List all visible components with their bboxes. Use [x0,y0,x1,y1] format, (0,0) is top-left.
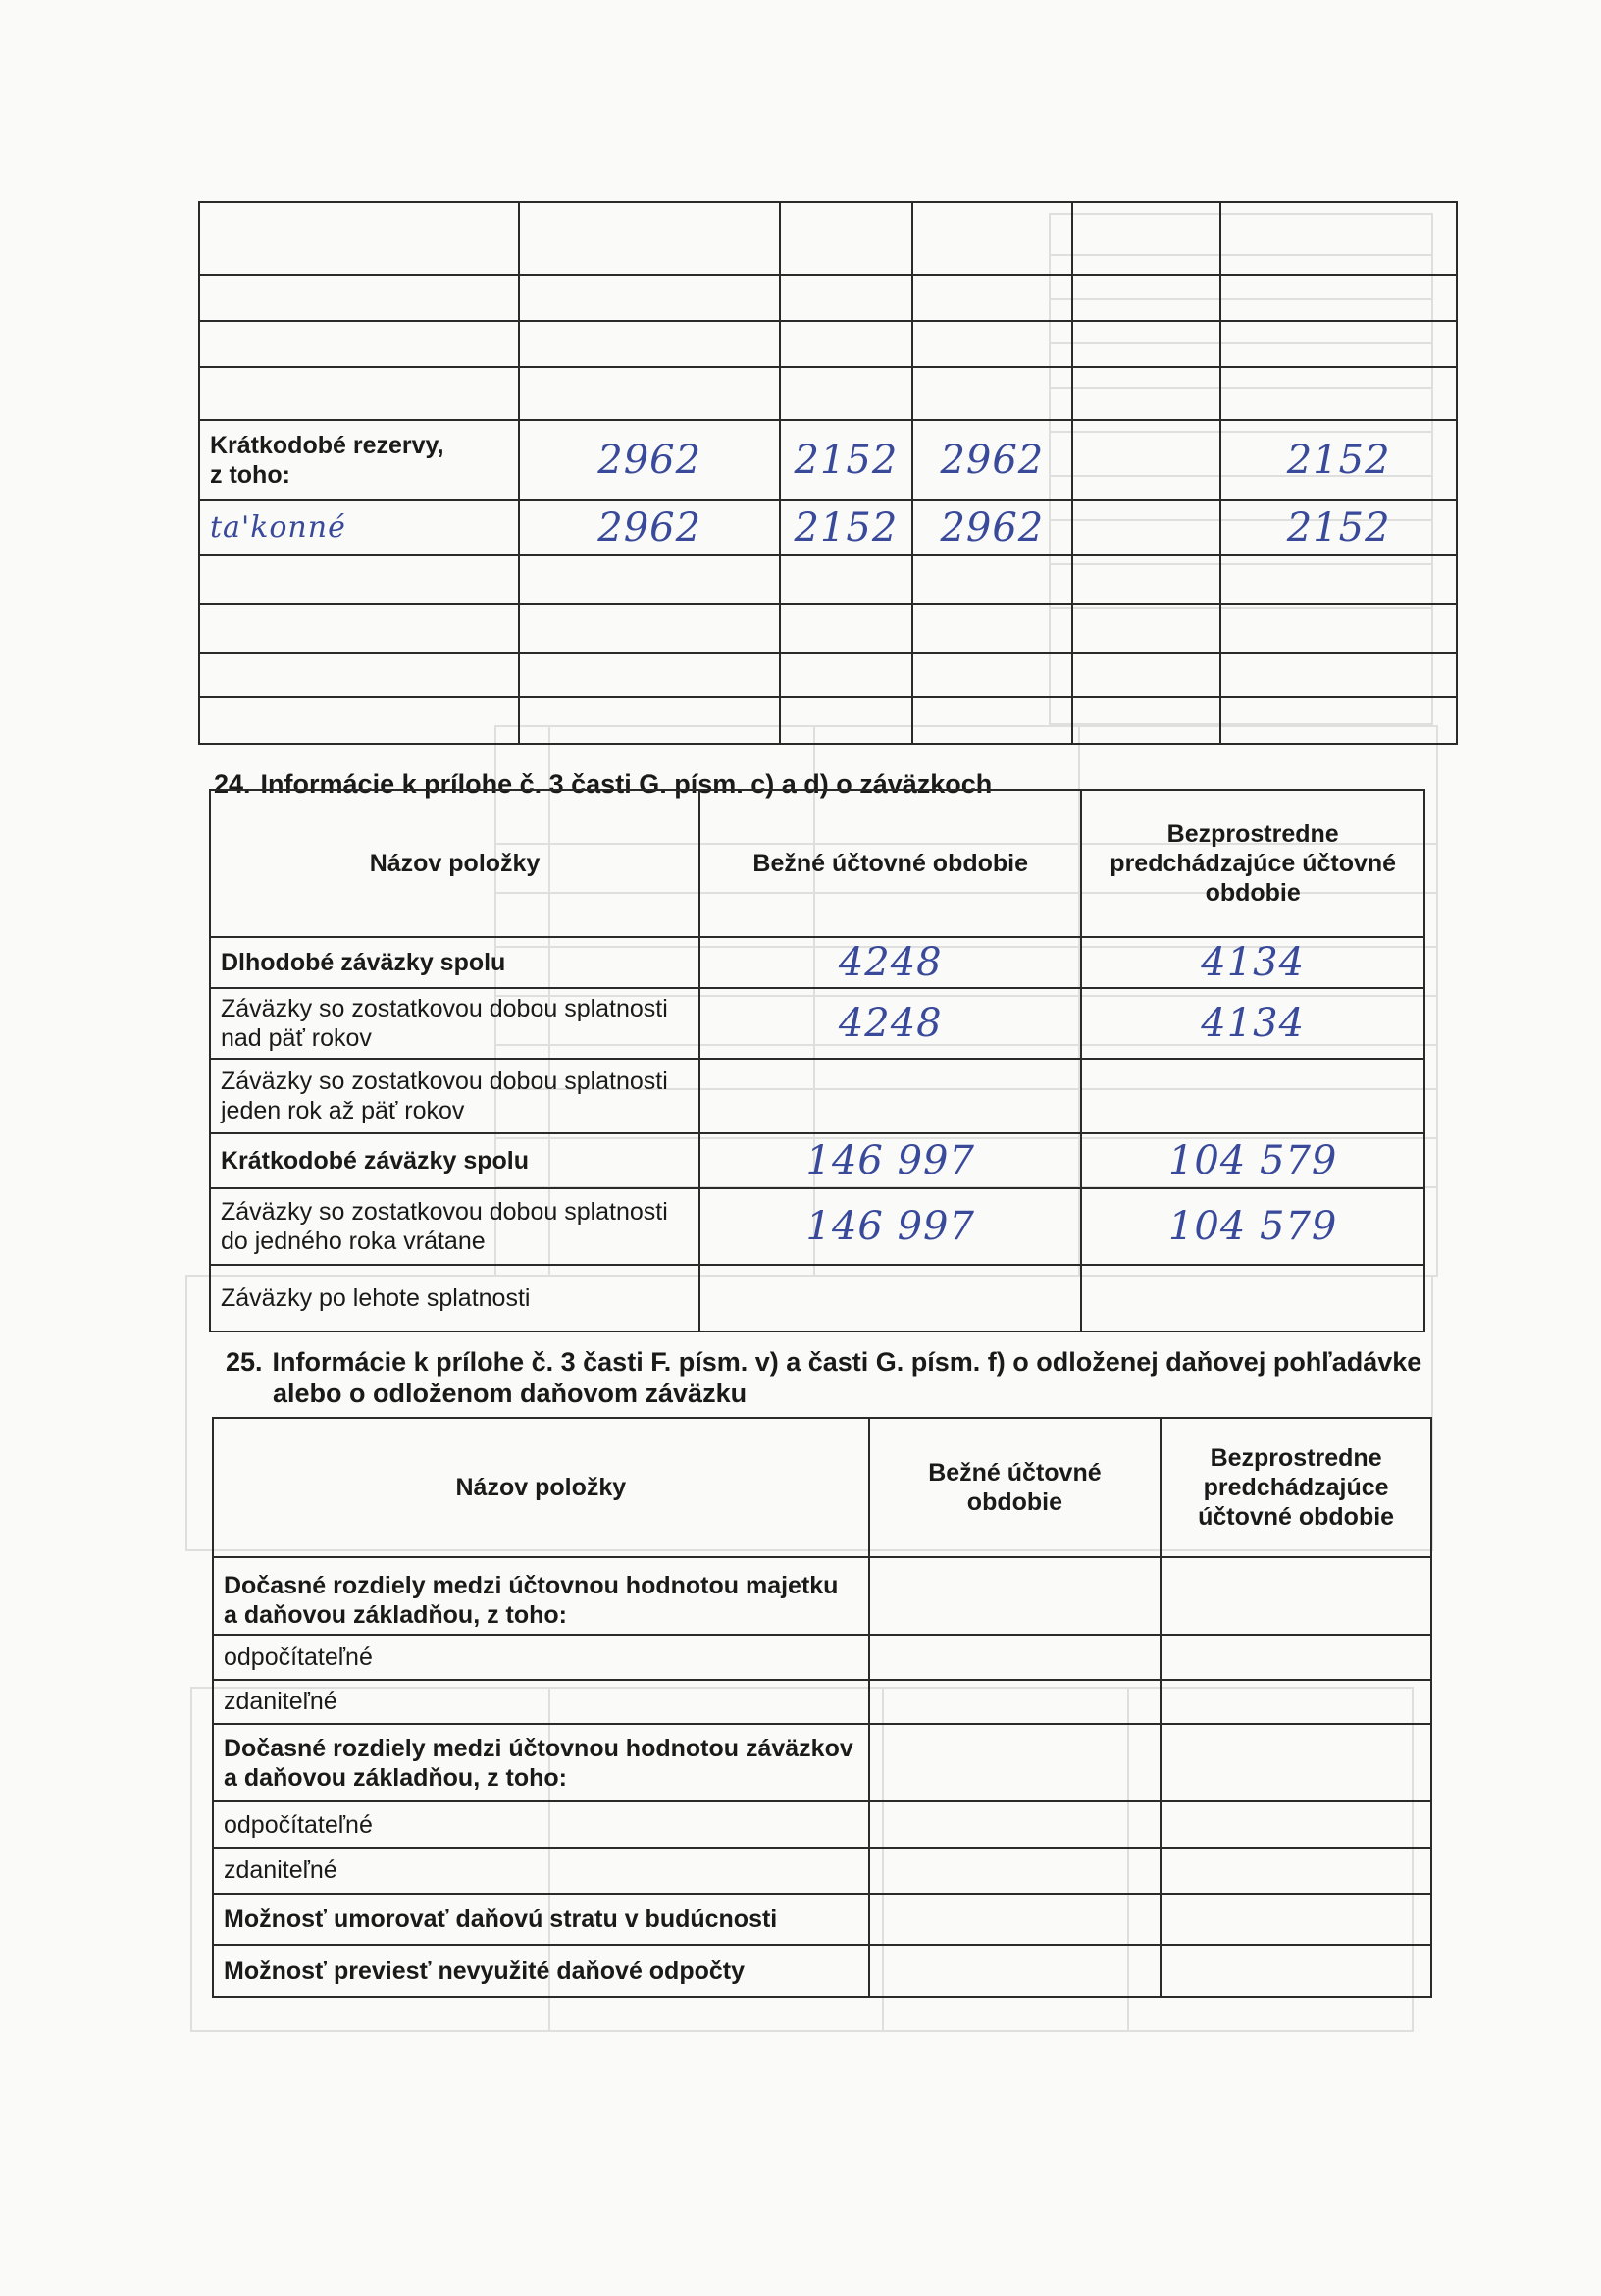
row-label: Záväzky so zostatkovou dobou splatnosti nad päť rokov [210,988,699,1059]
row-label: zdaniteľné [213,1680,869,1725]
table-row [199,653,1457,697]
handwritten-value: 2962 [912,500,1072,555]
row-label: Dočasné rozdiely medzi účtovnou hodnotou majetku a daňovou základňou, z toho: [213,1557,869,1635]
handwritten-value [1081,1059,1424,1133]
handwritten-value: 146 997 [699,1188,1081,1265]
table-row [199,555,1457,604]
table-row [199,321,1457,367]
handwritten-value: 2152 [1220,500,1457,555]
row-label: Záväzky so zostatkovou dobou splatnosti jeden rok až päť rokov [210,1059,699,1133]
handwritten-value: 2152 [780,500,912,555]
table-row [210,937,1424,988]
handwritten-value: 2962 [519,420,780,500]
section-24-title: Informácie k prílohe č. 3 časti G. písm. c) a d) o záväzkoch [260,769,993,799]
section-25-title: Informácie k prílohe č. 3 časti F. písm. v) a časti G. písm. f) o odloženej daňovej pohľadávke alebo o odloženom daňovom záväzku [272,1347,1422,1408]
table-row [199,202,1457,275]
row-label: Dočasné rozdiely medzi účtovnou hodnotou záväzkov a daňovou základňou, z toho: [213,1724,869,1801]
column-header-previous: Bezprostredne predchádzajúce účtovné obdobie [1161,1418,1431,1557]
sub-item-row [199,500,1457,555]
table-row [210,1188,1424,1265]
handwritten-value: 2962 [912,420,1072,500]
table-row [210,988,1424,1059]
handwritten-value: 4248 [699,988,1081,1059]
section-25-number: 25. [226,1347,263,1377]
handwritten-value: 146 997 [699,1133,1081,1188]
handwritten-value: 104 579 [1081,1188,1424,1265]
table-header-row [210,790,1424,937]
row-label: Krátkodobé záväzky spolu [210,1133,699,1188]
row-label: Možnosť previesť nevyužité daňové odpočty [213,1945,869,1997]
table-row [210,1133,1424,1188]
liabilities-table [209,789,1425,1332]
column-header-previous: Bezprostredne predchádzajúce účtovné obdobie [1081,790,1424,937]
row-label: zdaniteľné [213,1848,869,1894]
column-header-name: Názov položky [213,1418,869,1557]
handwritten-value [699,1265,1081,1331]
handwritten-value: 2152 [780,420,912,500]
short-reserves-label: Krátkodobé rezervy, z toho: [199,420,519,500]
column-header-current: Bežné účtovné obdobie [869,1418,1162,1557]
handwritten-value: 4134 [1081,988,1424,1059]
table-row [199,604,1457,653]
table-row [213,1801,1431,1848]
table-row [213,1724,1431,1801]
handwritten-value: 2152 [1220,420,1457,500]
section-25-heading [226,1346,1489,1409]
handwritten-value [1081,1265,1424,1331]
section-24-number: 24. [214,769,251,799]
table-row [213,1848,1431,1894]
table-row [213,1894,1431,1946]
row-label: odpočítateľné [213,1635,869,1680]
row-label: Dlhodobé záväzky spolu [210,937,699,988]
handwritten-value: 4134 [1081,937,1424,988]
row-label: Záväzky so zostatkovou dobou splatnosti do jedného roka vrátane [210,1188,699,1265]
table-row [213,1635,1431,1680]
table-header-row [213,1418,1431,1557]
handwritten-sub-item-label: ta'konné [199,500,519,555]
table-row [210,1059,1424,1133]
short-term-reserves-table [198,201,1458,745]
row-label: odpočítateľné [213,1801,869,1848]
column-header-name: Názov položky [210,790,699,937]
table-row [199,697,1457,744]
table-row [210,1265,1424,1331]
row-label: Záväzky po lehote splatnosti [210,1265,699,1331]
row-label: Možnosť umorovať daňovú stratu v budúcnosti [213,1894,869,1946]
handwritten-value: 2962 [519,500,780,555]
short-reserves-row [199,420,1457,500]
table-row [213,1680,1431,1725]
table-row [213,1945,1431,1997]
handwritten-value: 104 579 [1081,1133,1424,1188]
column-header-current: Bežné účtovné obdobie [699,790,1081,937]
handwritten-value: 4248 [699,937,1081,988]
table-row [199,275,1457,321]
handwritten-value [699,1059,1081,1133]
table-row [213,1557,1431,1635]
table-row [199,367,1457,420]
deferred-tax-table [212,1417,1432,1998]
